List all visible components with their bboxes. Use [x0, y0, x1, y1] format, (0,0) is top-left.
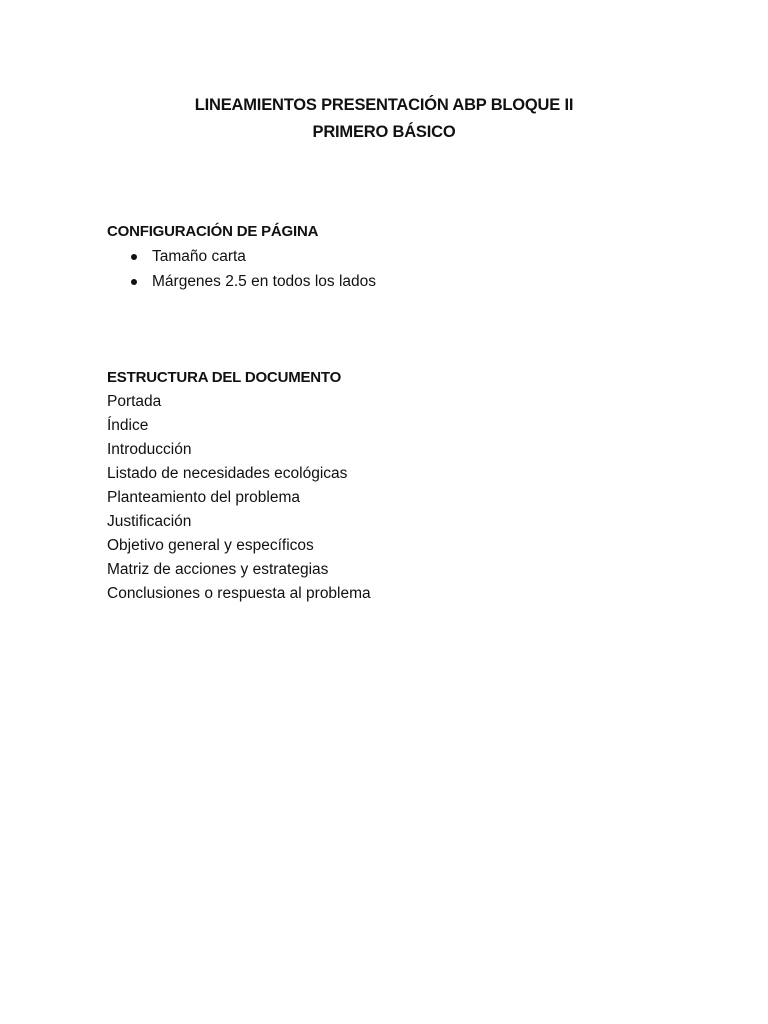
list-item: Justificación — [107, 513, 192, 530]
page-configuration-list — [107, 244, 667, 294]
document-title — [0, 92, 768, 146]
list-item: Portada — [107, 393, 162, 410]
title-line-2: PRIMERO BÁSICO — [312, 123, 456, 141]
bullet-icon — [131, 279, 137, 285]
list-item-text: Tamaño carta — [152, 248, 246, 265]
list-item: Conclusiones o respuesta al problema — [107, 585, 371, 602]
document-structure-heading: ESTRUCTURA DEL DOCUMENTO — [107, 369, 342, 386]
list-item — [129, 269, 667, 294]
list-item: Matriz de acciones y estrategias — [107, 561, 329, 578]
document-structure-list — [107, 390, 667, 606]
list-item-text: Márgenes 2.5 en todos los lados — [152, 273, 377, 290]
list-item: Objetivo general y específicos — [107, 537, 314, 554]
list-item: Índice — [107, 417, 149, 434]
page-configuration-heading: CONFIGURACIÓN DE PÁGINA — [107, 223, 319, 240]
list-item: Listado de necesidades ecológicas — [107, 465, 348, 482]
page-configuration-section — [107, 220, 667, 294]
list-item: Introducción — [107, 441, 192, 458]
list-item — [129, 244, 667, 269]
document-structure-section — [107, 366, 667, 606]
title-line-1: LINEAMIENTOS PRESENTACIÓN ABP BLOQUE II — [194, 96, 574, 114]
list-item: Planteamiento del problema — [107, 489, 301, 506]
bullet-icon — [131, 254, 137, 260]
